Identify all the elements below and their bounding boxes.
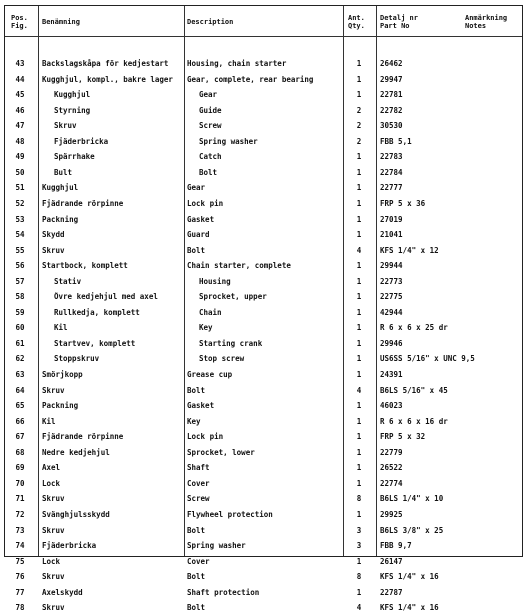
cell-qty: 4 [356, 603, 362, 613]
cell-benamning: Skruv [42, 603, 65, 613]
cell-part-no: B6LS 3/8" x 25 [380, 525, 444, 535]
table-row [5, 258, 522, 274]
cell-qty: 1 [356, 401, 362, 411]
table-row [5, 460, 522, 476]
cell-part-no: 29944 [380, 261, 403, 271]
cell-part-no: FBB 5,1 [380, 136, 412, 146]
cell-benamning: Övre kedjehjul med axel [54, 292, 158, 302]
cell-description: Chain starter, complete [187, 261, 291, 271]
cell-part-no: B6LS 5/16" x 45 [380, 385, 448, 395]
cell-description: Guard [187, 230, 210, 240]
cell-pos: 51 [15, 183, 25, 193]
cell-pos: 67 [15, 432, 25, 442]
cell-qty: 1 [356, 167, 362, 177]
cell-benamning: Skruv [42, 494, 65, 504]
table-row [5, 289, 522, 305]
header-part-line2: Part No [380, 22, 410, 30]
cell-benamning: Kugghjul [42, 183, 79, 193]
cell-pos: 69 [15, 463, 25, 473]
cell-pos: 46 [15, 105, 25, 115]
cell-benamning: Kugghjul, kompl., bakre lager [42, 74, 173, 84]
cell-qty: 1 [356, 354, 362, 364]
cell-benamning: Kil [54, 323, 68, 333]
cell-benamning: Startbock, komplett [42, 261, 128, 271]
cell-pos: 78 [15, 603, 25, 613]
cell-benamning: Styrning [54, 105, 91, 115]
cell-qty: 1 [356, 261, 362, 271]
cell-part-no: R 6 x 6 x 25 dr [380, 323, 448, 333]
cell-part-no: 22783 [380, 152, 403, 162]
cell-qty: 1 [356, 74, 362, 84]
cell-description: Flywheel protection [187, 509, 273, 519]
table-row [5, 212, 522, 228]
cell-benamning: Skruv [42, 385, 65, 395]
table-row [5, 600, 522, 616]
cell-qty: 1 [356, 90, 362, 100]
table-row [5, 165, 522, 181]
cell-description: Lock pin [187, 198, 224, 208]
cell-part-no: 26147 [380, 556, 403, 566]
cell-benamning: Nedre kedjehjul [42, 447, 110, 457]
header-part-no [380, 14, 418, 30]
cell-part-no: 26462 [380, 59, 403, 68]
cell-pos: 47 [15, 121, 25, 131]
table-row [5, 134, 522, 150]
cell-qty: 1 [356, 478, 362, 488]
table-row [5, 274, 522, 290]
cell-description: Bolt [187, 603, 206, 613]
cell-description: Cover [187, 556, 210, 566]
table-row [5, 476, 522, 492]
cell-pos: 44 [15, 74, 25, 84]
cell-part-no: 29947 [380, 74, 403, 84]
cell-qty: 1 [356, 230, 362, 240]
cell-part-no: B6LS 1/4" x 10 [380, 494, 444, 504]
cell-qty: 1 [356, 183, 362, 193]
cell-benamning: Packning [42, 401, 79, 411]
cell-description: Shaft protection [187, 587, 260, 597]
cell-pos: 71 [15, 494, 25, 504]
cell-benamning: Svänghjulsskydd [42, 509, 110, 519]
table-row [5, 227, 522, 243]
header-notes-line1: Anmärkning [465, 14, 508, 22]
cell-description: Grease cup [187, 370, 233, 379]
cell-part-no: 22777 [380, 183, 403, 193]
cell-description: Guide [199, 105, 222, 115]
cell-pos: 55 [15, 245, 25, 255]
table-row [5, 429, 522, 445]
cell-description: Screw [199, 121, 222, 131]
cell-qty: 1 [356, 370, 362, 379]
cell-pos: 66 [15, 416, 25, 426]
cell-qty: 1 [356, 59, 362, 68]
cell-pos: 70 [15, 478, 25, 488]
cell-description: Bolt [187, 245, 206, 255]
table-row [5, 103, 522, 119]
cell-description: Gasket [187, 214, 215, 224]
header-pos [11, 14, 28, 30]
cell-pos: 74 [15, 541, 25, 551]
cell-pos: 61 [15, 338, 25, 348]
header-pos-line2: Fig. [11, 22, 28, 30]
cell-part-no: 22782 [380, 105, 403, 115]
cell-benamning: Skruv [54, 121, 77, 131]
cell-part-no: 22781 [380, 90, 403, 100]
table-row [5, 180, 522, 196]
cell-benamning: Kil [42, 416, 56, 426]
cell-benamning: Lock [42, 556, 61, 566]
cell-description: Sprocket, upper [199, 292, 267, 302]
table-row [5, 118, 522, 134]
cell-description: Bolt [187, 525, 206, 535]
cell-benamning: Backslagskåpa för kedjestart [42, 59, 169, 68]
cell-pos: 72 [15, 509, 25, 519]
cell-benamning: Packning [42, 214, 79, 224]
cell-pos: 43 [15, 59, 25, 68]
cell-qty: 1 [356, 276, 362, 286]
cell-pos: 68 [15, 447, 25, 457]
table-row [5, 445, 522, 461]
table-row [5, 87, 522, 103]
header-notes [465, 14, 507, 30]
table-row [5, 383, 522, 399]
table-row [5, 320, 522, 336]
cell-description: Starting crank [199, 338, 263, 348]
cell-part-no: 26522 [380, 463, 403, 473]
cell-qty: 1 [356, 556, 362, 566]
cell-benamning: Axelskydd [42, 587, 83, 597]
table-row [5, 491, 522, 507]
cell-description: Key [187, 416, 201, 426]
cell-benamning: Smörjkopp [42, 370, 83, 379]
header-divider [5, 36, 522, 37]
table-row [5, 554, 522, 570]
table-row [5, 243, 522, 259]
cell-pos: 54 [15, 230, 25, 240]
cell-pos: 57 [15, 276, 25, 286]
cell-qty: 1 [356, 338, 362, 348]
cell-description: Gasket [187, 401, 215, 411]
header-qty-line2: Qty. [348, 22, 365, 30]
cell-description: Chain [199, 307, 222, 317]
cell-pos: 52 [15, 198, 25, 208]
cell-part-no: 29925 [380, 509, 403, 519]
cell-pos: 64 [15, 385, 25, 395]
cell-pos: 65 [15, 401, 25, 411]
cell-part-no: KFS 1/4" x 16 [380, 572, 439, 582]
cell-pos: 49 [15, 152, 25, 162]
cell-qty: 1 [356, 292, 362, 302]
cell-pos: 50 [15, 167, 25, 177]
cell-benamning: Fjädrande rörpinne [42, 432, 124, 442]
cell-qty: 1 [356, 152, 362, 162]
cell-part-no: 30530 [380, 121, 403, 131]
table-row [5, 351, 522, 367]
cell-qty: 1 [356, 416, 362, 426]
cell-part-no: FBB 9,7 [380, 541, 412, 551]
cell-pos: 62 [15, 354, 25, 364]
cell-part-no: 21041 [380, 230, 403, 240]
cell-part-no: 22784 [380, 167, 403, 177]
cell-qty: 1 [356, 214, 362, 224]
cell-qty: 1 [356, 323, 362, 333]
cell-pos: 77 [15, 587, 25, 597]
table-row [5, 367, 522, 383]
header-qty-line1: Ant. [348, 14, 365, 22]
table-row [5, 507, 522, 523]
cell-benamning: Lock [42, 478, 61, 488]
cell-part-no: FRP 5 x 36 [380, 198, 426, 208]
cell-description: Lock pin [187, 432, 224, 442]
table-row [5, 149, 522, 165]
cell-qty: 8 [356, 494, 362, 504]
cell-part-no: 27019 [380, 214, 403, 224]
cell-description: Gear [187, 183, 206, 193]
cell-part-no: 22779 [380, 447, 403, 457]
cell-pos: 53 [15, 214, 25, 224]
cell-benamning: Skruv [42, 525, 65, 535]
cell-qty: 1 [356, 432, 362, 442]
cell-qty: 3 [356, 525, 362, 535]
cell-benamning: Axel [42, 463, 61, 473]
cell-benamning: Stativ [54, 276, 82, 286]
table-row [5, 414, 522, 430]
cell-description: Shaft [187, 463, 210, 473]
cell-qty: 1 [356, 463, 362, 473]
cell-description: Stop screw [199, 354, 245, 364]
cell-part-no: 22787 [380, 587, 403, 597]
cell-benamning: Fjäderbricka [42, 541, 97, 551]
table-row [5, 398, 522, 414]
cell-description: Housing, chain starter [187, 59, 287, 68]
cell-description: Bolt [187, 385, 206, 395]
cell-benamning: Kugghjul [54, 90, 91, 100]
cell-qty: 1 [356, 447, 362, 457]
cell-benamning: Fjädrande rörpinne [42, 198, 124, 208]
cell-qty: 2 [356, 136, 362, 146]
cell-part-no: 46023 [380, 401, 403, 411]
header-part-line1: Detalj nr [380, 14, 418, 22]
cell-qty: 3 [356, 541, 362, 551]
cell-qty: 1 [356, 198, 362, 208]
cell-description: Gear, complete, rear bearing [187, 74, 314, 84]
cell-qty: 1 [356, 587, 362, 597]
cell-qty: 4 [356, 385, 362, 395]
cell-pos: 63 [15, 370, 25, 379]
table-row [5, 196, 522, 212]
cell-qty: 2 [356, 105, 362, 115]
cell-part-no: 24391 [380, 370, 403, 379]
cell-pos: 73 [15, 525, 25, 535]
table-row [5, 538, 522, 554]
cell-pos: 45 [15, 90, 25, 100]
parts-table [4, 5, 523, 613]
cell-description: Housing [199, 276, 231, 286]
cell-benamning: Skruv [42, 572, 65, 582]
cell-pos: 76 [15, 572, 25, 582]
header-qty [348, 14, 365, 30]
table-row [5, 523, 522, 539]
cell-part-no: US6SS 5/16" x UNC 9,5 [380, 354, 475, 364]
cell-description: Sprocket, lower [187, 447, 255, 457]
cell-description: Key [199, 323, 213, 333]
cell-benamning: Bult [54, 167, 73, 177]
header-description: Description [187, 18, 234, 26]
cell-pos: 48 [15, 136, 25, 146]
cell-part-no: 22774 [380, 478, 403, 488]
cell-description: Spring washer [199, 136, 258, 146]
cell-benamning: Skydd [42, 230, 65, 240]
cell-pos: 59 [15, 307, 25, 317]
cell-part-no: 22775 [380, 292, 403, 302]
cell-part-no: 22773 [380, 276, 403, 286]
table-row [5, 56, 522, 72]
cell-part-no: 29946 [380, 338, 403, 348]
cell-benamning: Skruv [42, 245, 65, 255]
cell-benamning: Stoppskruv [54, 354, 100, 364]
table-row [5, 305, 522, 321]
cell-description: Cover [187, 478, 210, 488]
cell-qty: 1 [356, 307, 362, 317]
cell-part-no: 42944 [380, 307, 403, 317]
cell-benamning: Startvev, komplett [54, 338, 136, 348]
cell-qty: 4 [356, 245, 362, 255]
table-row [5, 336, 522, 352]
header-pos-line1: Pos. [11, 14, 28, 22]
cell-qty: 8 [356, 572, 362, 582]
cell-pos: 75 [15, 556, 25, 566]
table-row [5, 569, 522, 585]
cell-pos: 56 [15, 261, 25, 271]
table-row [5, 72, 522, 88]
cell-part-no: KFS 1/4" x 12 [380, 245, 439, 255]
cell-description: Catch [199, 152, 222, 162]
cell-benamning: Spärrhake [54, 152, 95, 162]
cell-description: Bolt [187, 572, 206, 582]
cell-part-no: FRP 5 x 32 [380, 432, 426, 442]
cell-description: Spring washer [187, 541, 246, 551]
cell-description: Bolt [199, 167, 218, 177]
cell-benamning: Fjäderbricka [54, 136, 109, 146]
header-benamning: Benämning [42, 18, 80, 26]
cell-pos: 58 [15, 292, 25, 302]
cell-description: Screw [187, 494, 210, 504]
cell-benamning: Rullkedja, komplett [54, 307, 140, 317]
cell-part-no: R 6 x 6 x 16 dr [380, 416, 448, 426]
cell-description: Gear [199, 90, 218, 100]
cell-part-no: KFS 1/4" x 16 [380, 603, 439, 613]
table-row [5, 585, 522, 601]
cell-qty: 1 [356, 509, 362, 519]
cell-pos: 60 [15, 323, 25, 333]
header-notes-line2: Notes [465, 22, 487, 30]
cell-qty: 2 [356, 121, 362, 131]
